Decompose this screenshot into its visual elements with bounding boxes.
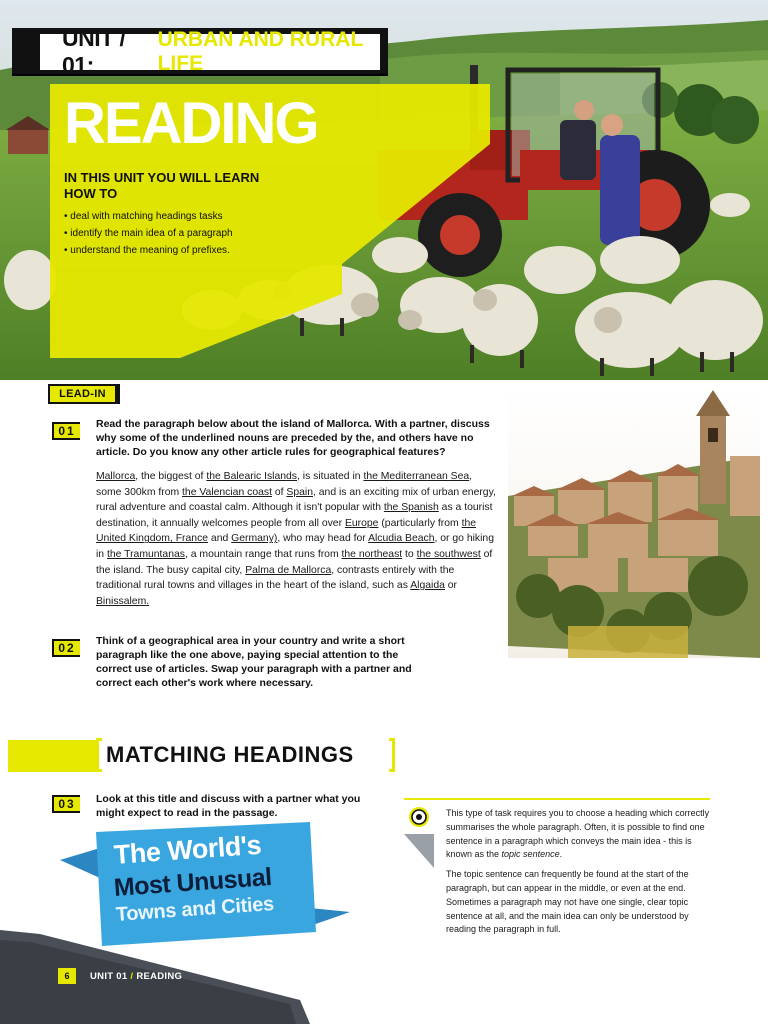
unit-number: UNIT / 01:: [62, 25, 126, 78]
underlined-noun: the Balearic Islands: [206, 471, 298, 482]
poster-title-line-2: Most Unusual: [112, 863, 273, 902]
paragraph-text: and: [208, 533, 232, 545]
question-02-text: Think of a geographical area in your country and write a short paragraph like the one above, paying special attention to the correct use of articles. Swap your paragraph with a partner and correct each other's work where necessary.: [96, 635, 412, 689]
section-title: READING: [64, 91, 318, 156]
heading-accent-bar: [8, 740, 96, 772]
tip-divider: [404, 798, 710, 800]
footer-separator: /: [127, 971, 137, 982]
question-number-02: 02: [52, 639, 80, 657]
underlined-noun: Algaida: [410, 580, 445, 592]
paragraph-text: , who may head for: [277, 533, 369, 545]
mallorca-town-photo: [508, 386, 760, 658]
footer-label: [90, 971, 182, 982]
unit-title: URBAN AND RURAL LIFE: [157, 28, 363, 75]
paragraph-text: , the biggest of: [135, 471, 207, 482]
heading-bracket-right: [389, 738, 395, 772]
underlined-noun: the northeast: [341, 548, 403, 560]
underlined-noun: the United Kingdom, France: [96, 517, 477, 545]
paragraph-text: (particularly from: [378, 517, 462, 529]
question-number-01: 01: [52, 422, 80, 440]
underlined-noun: Spain: [286, 486, 313, 498]
underlined-noun: Binissalem.: [96, 595, 150, 607]
paragraph-text: , and is an exciting mix of urban energy, rural adventure and coastal calm. Although it isn't popular with: [96, 486, 496, 514]
underlined-noun: Mallorca: [96, 471, 136, 482]
underlined-noun: Palma de Mallorca: [245, 564, 332, 576]
learn-item: • deal with matching headings tasks: [64, 208, 233, 225]
paragraph-text: , contrasts entirely with the traditional rural towns and villages in the heart of the island, such as: [96, 564, 455, 592]
tip-text: This type of task requires you to choose a heading which correctly summarises the whole paragraph. Often, it is possible to find one sentence in a paragraph which conveys the main idea - this is known as the: [446, 808, 710, 860]
underlined-noun: the Spanish: [383, 502, 439, 514]
tip-text: .: [559, 849, 563, 860]
underlined-noun: Alcudia Beach: [368, 533, 435, 545]
paragraph-text: , a mountain range that runs from: [184, 548, 342, 560]
paragraph-text: as a tourist destination, it annually welcomes people from all over: [96, 502, 493, 529]
paragraph-text: or: [444, 580, 458, 592]
footer-unit: UNIT 01: [90, 971, 128, 982]
underlined-noun: the Mediterranean Sea: [363, 471, 470, 482]
question-03-text: Look at this title and discuss with a partner what you might expect to read in the passage.: [96, 793, 361, 819]
paragraph-text: , is situated in: [297, 471, 364, 482]
paragraph-text: to: [402, 548, 417, 560]
target-icon: [408, 806, 430, 828]
paragraph-text: of the island. The busy capital city,: [96, 548, 493, 576]
underlined-noun: the Valencian coast: [182, 486, 272, 498]
triangle-marker-icon: [404, 834, 434, 868]
tip-paragraph-2: The topic sentence can frequently be found at the start of the paragraph, but can appear in the middle, or even at the end. Sometimes a paragraph may not have one single, clear topic sentence at all, and the main idea can only be understood by reading the paragraph in full.: [446, 869, 689, 935]
poster-title-line-3: Towns and Cities: [115, 892, 275, 926]
underlined-noun: Germany): [231, 533, 278, 545]
lead-in-tag: LEAD-IN: [48, 384, 120, 404]
paragraph-text: , some 300km from: [96, 471, 473, 498]
underlined-noun: the southwest: [416, 548, 481, 560]
underlined-noun: the Tramuntanas: [106, 548, 185, 560]
learn-item: • understand the meaning of prefixes.: [64, 242, 233, 259]
paragraph-text: , or go hiking in: [96, 533, 494, 560]
tip-paragraph-1: [446, 807, 710, 862]
question-number-03: 03: [52, 795, 80, 813]
unit-banner: [40, 25, 380, 78]
footer-section: READING: [136, 971, 183, 982]
underlined-noun: Europe: [344, 517, 379, 529]
matching-headings-title: MATCHING HEADINGS: [106, 742, 354, 767]
heading-bracket-left: [96, 738, 102, 772]
question-01-text: Read the paragraph below about the island of Mallorca. With a partner, discuss why some of the underlined nouns are preceded by the, and others have no article. Do you know any other article rules for geographical features?: [96, 418, 490, 458]
page-number: 6: [58, 968, 76, 984]
tip-emphasis: topic sentence: [501, 849, 560, 860]
poster-title-line-1: The World's: [112, 829, 263, 870]
paragraph-text: of: [271, 486, 287, 498]
learn-heading: IN THIS UNIT YOU WILL LEARN HOW TO: [64, 170, 260, 201]
learn-item: • identify the main idea of a paragraph: [64, 225, 233, 242]
mallorca-paragraph: [96, 469, 500, 609]
exam-tip-box: [446, 807, 710, 943]
learn-list: [64, 208, 233, 259]
